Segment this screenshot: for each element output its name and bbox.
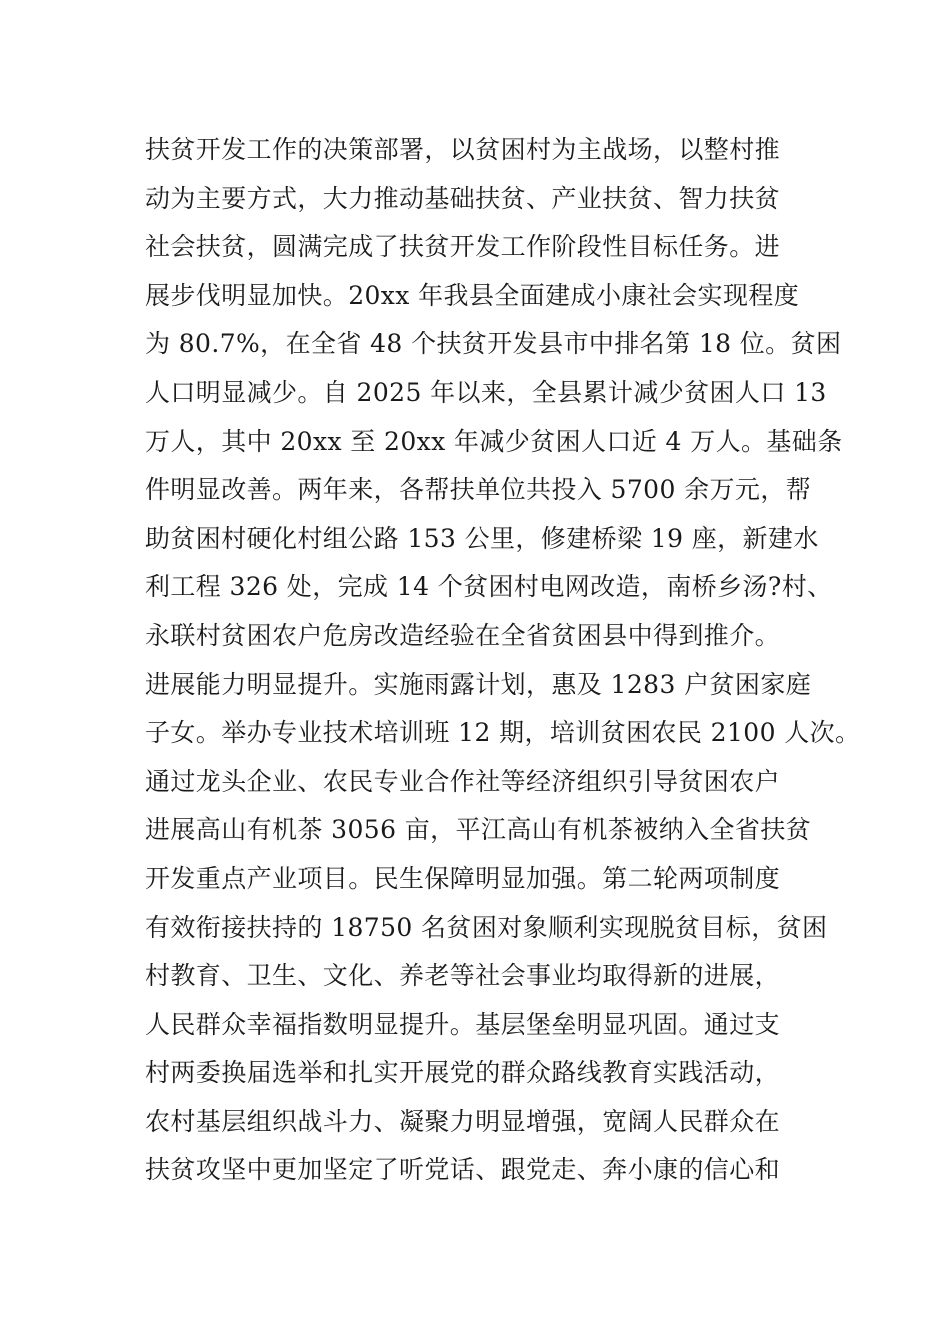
text-line: 进展高山有机茶 3056 亩，平江高山有机茶被纳入全省扶贫: [145, 815, 812, 845]
text-line: 件明显改善。两年来，各帮扶单位共投入 5700 余万元，帮: [145, 475, 812, 505]
text-line: 助贫困村硬化村组公路 153 公里，修建桥梁 19 座，新建水: [145, 523, 819, 553]
text-line: 人民群众幸福指数明显提升。基层堡垒明显巩固。通过支: [145, 1009, 781, 1039]
text-line: 万人，其中 20xx 至 20xx 年减少贫困人口近 4 万人。基础条: [145, 426, 843, 456]
text-line: 动为主要方式，大力推动基础扶贫、产业扶贫、智力扶贫: [145, 183, 781, 213]
text-line: 永联村贫困农户危房改造经验在全省贫困县中得到推介。: [145, 620, 781, 650]
text-line: 村两委换届选举和扎实开展党的群众路线教育实践活动，: [145, 1058, 781, 1088]
text-line: 展步伐明显加快。20xx 年我县全面建成小康社会实现程度: [145, 280, 800, 310]
text-line: 通过龙头企业、农民专业合作社等经济组织引导贫困农户: [145, 766, 781, 796]
text-line: 有效衔接扶持的 18750 名贫困对象顺利实现脱贫目标，贫困: [145, 912, 828, 942]
text-line: 开发重点产业项目。民生保障明显加强。第二轮两项制度: [145, 863, 781, 893]
text-line: 社会扶贫，圆满完成了扶贫开发工作阶段性目标任务。进: [145, 232, 781, 262]
text-line: 农村基层组织战斗力、凝聚力明显增强，宽阔人民群众在: [145, 1106, 781, 1136]
text-line: 利工程 326 处，完成 14 个贫困村电网改造，南桥乡汤?村、: [145, 572, 833, 602]
text-line: 扶贫攻坚中更加坚定了听党话、跟党走、奔小康的信心和: [145, 1155, 781, 1185]
text-line: 扶贫开发工作的决策部署，以贫困村为主战场，以整村推: [145, 135, 781, 164]
text-line: 进展能力明显提升。实施雨露计划，惠及 1283 户贫困家庭: [145, 669, 812, 699]
text-line: 子女。举办专业技术培训班 12 期，培训贫困农民 2100 人次。: [145, 718, 861, 748]
text-line: 为 80.7%，在全省 48 个扶贫开发县市中排名第 18 位。贫困: [145, 329, 842, 359]
text-line: 人口明显减少。自 2025 年以来，全县累计减少贫困人口 13: [145, 377, 827, 407]
body-paragraph: [145, 126, 861, 1195]
text-line: 村教育、卫生、文化、养老等社会事业均取得新的进展，: [145, 961, 781, 991]
